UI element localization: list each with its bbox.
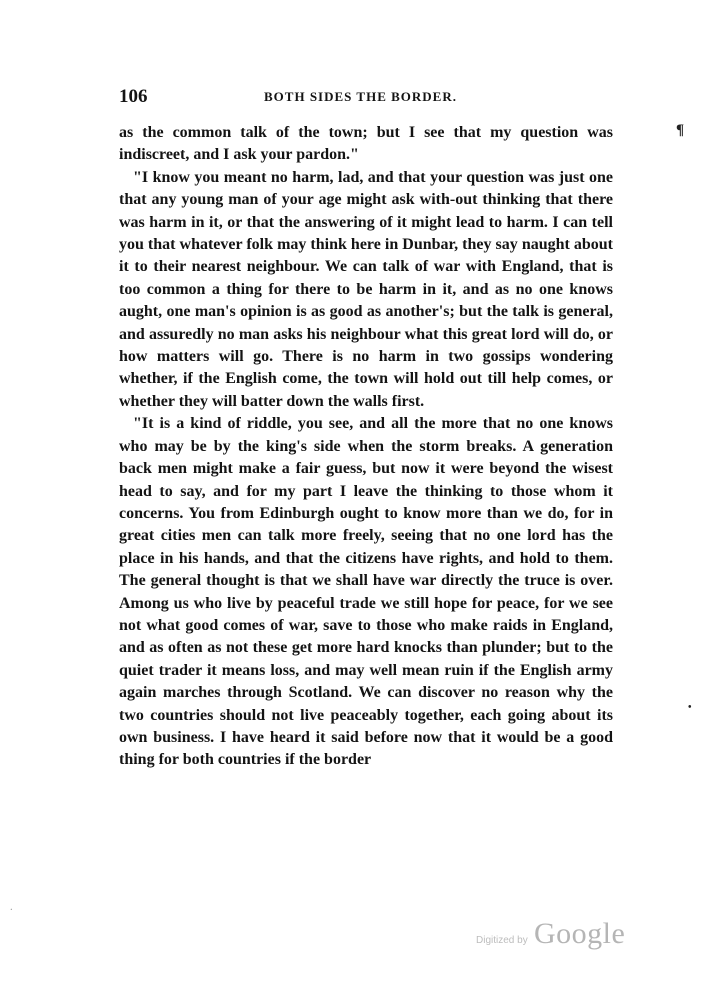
digitized-watermark bbox=[476, 917, 636, 957]
page-number: 106 bbox=[119, 86, 148, 107]
margin-mark-mid-right: • bbox=[688, 702, 692, 713]
margin-mark-bottom-left: · bbox=[10, 905, 13, 914]
paragraph-1: as the common talk of the town; but I see that my question was indiscreet, and I ask your pardon." bbox=[119, 124, 613, 164]
page-header bbox=[119, 86, 613, 110]
watermark-prefix: Digitized by bbox=[476, 935, 528, 946]
paragraph-2: "I know you meant no harm, lad, and that your question was just one that any young man of your age might ask with-out thinking that there was harm in it, or that the answering of it might lead to harm. I can tell you that whatever folk may think here in Dunbar, they say naught about it to their nearest neighbour. We can talk of war with England, that is too common a thing for there to be harm in it, and as no one knows aught, one man's opinion is as good as another's; but the talk is general, and assuredly no man asks his neighbour what this great lord will do, or how matters will go. There is no harm in two gossips wondering whether, if the English come, the town will hold out till help comes, or whether they will batter down the walls first. bbox=[119, 168, 613, 410]
paragraph-3: "It is a kind of riddle, you see, and all the more that no one knows who may be by the king's side when the storm breaks. A generation back men might make a fair guess, but now it were beyond the wisest head to say, and for my part I leave the thinking to those whom it concerns. You from Edinburgh ought to know more than we do, for in great cities men can talk more freely, seeing that no one lord has the place in his hands, and that the citizens have rights, and hold to them. The general thought is that we shall have war directly the truce is over. Among us who live by peaceful trade we still hope for peace, for we see not what good comes of war, save to those who make raids in England, and as often as not these get more hard knocks than plunder; but to the quiet trader it means loss, and may well mean ruin if the English army again marches through Scotland. We can discover no reason why the two countries should not live peaceably together, each going about its own business. I have heard it said before now that it would be a good thing for both countries if the border bbox=[119, 415, 613, 769]
margin-mark-top-right: ¶ bbox=[676, 122, 685, 138]
running-title: BOTH SIDES THE BORDER. bbox=[264, 89, 457, 104]
google-logo: Google bbox=[534, 917, 626, 950]
page-body bbox=[119, 122, 613, 772]
